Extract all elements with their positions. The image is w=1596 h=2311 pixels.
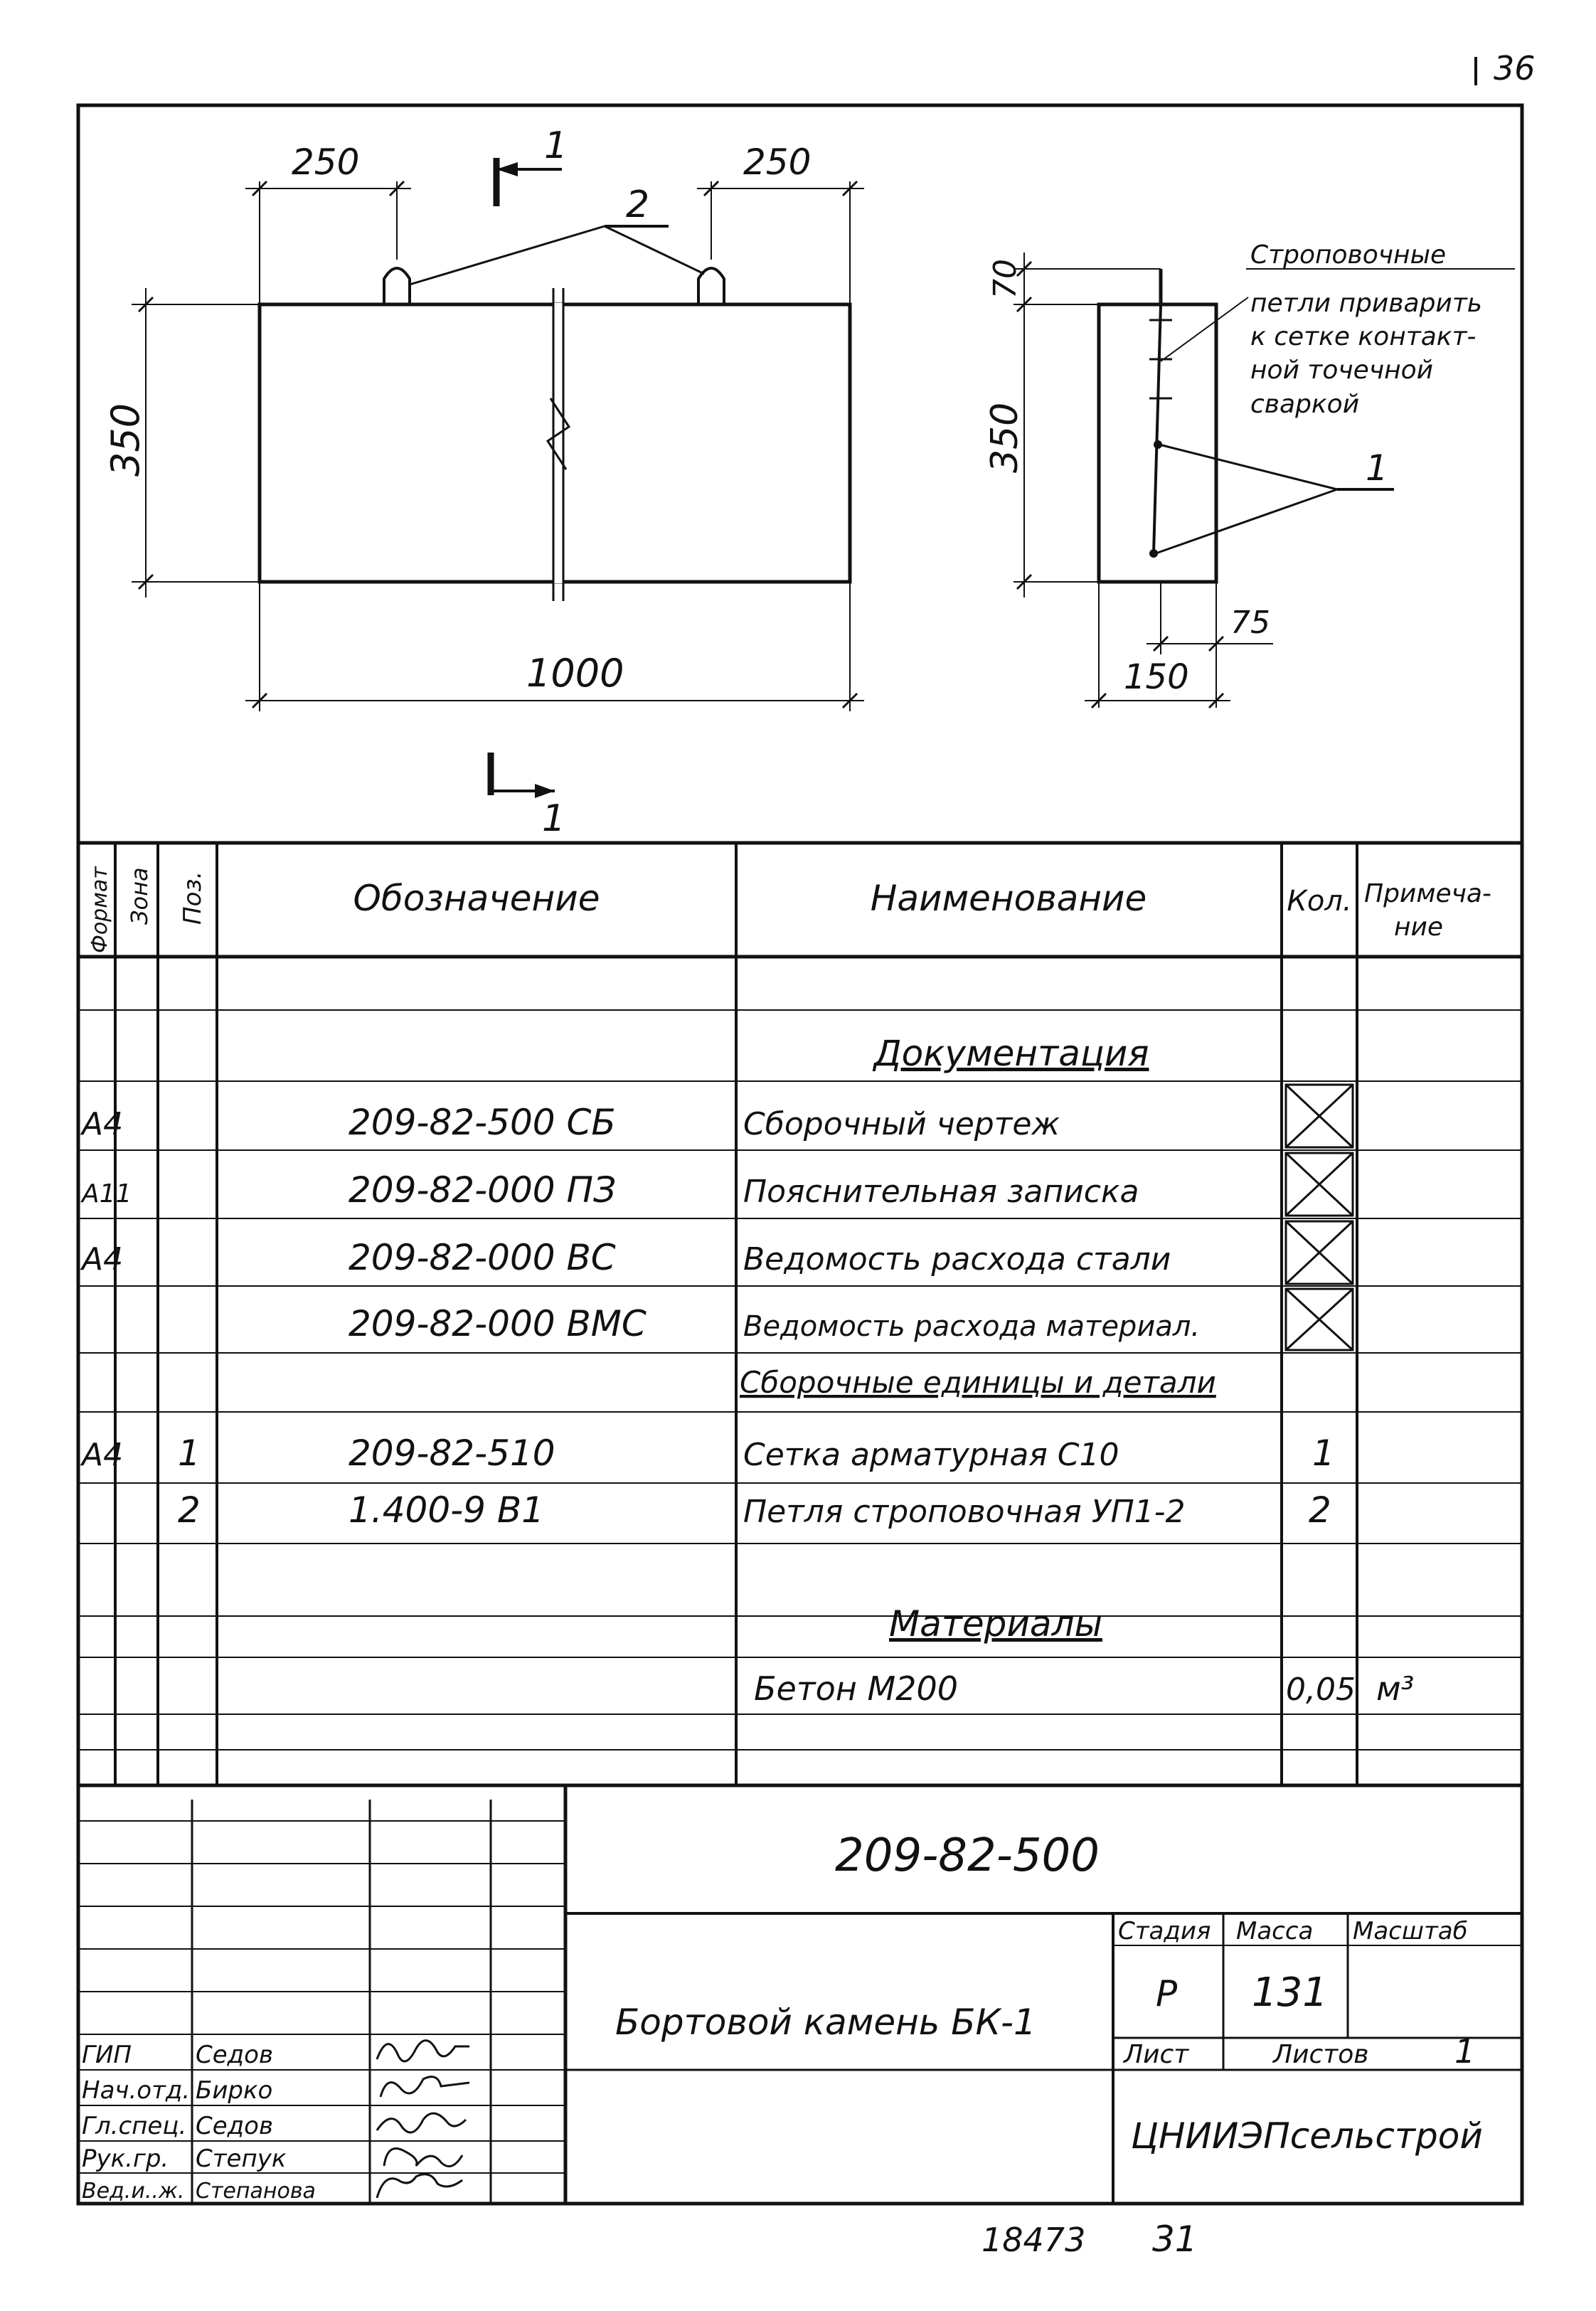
title-block: [78, 1785, 1522, 2204]
section-materials: Материалы: [889, 1603, 1102, 1645]
header-zone: Зона: [126, 867, 153, 925]
row-9-note: м³: [1376, 1669, 1415, 1708]
row-4-name: Ведомость расхода материал.: [743, 1310, 1201, 1343]
signer-2-name: Бирко: [196, 2076, 273, 2105]
dim-loop-height: 70: [987, 259, 1023, 299]
sheet-label: Лист: [1124, 2040, 1189, 2069]
mass-value: 131: [1252, 1970, 1328, 2016]
signer-3-name: Седов: [196, 2112, 274, 2140]
signature-4: [384, 2149, 462, 2167]
mass-label: Масса: [1236, 1917, 1314, 1945]
row-7-qty: 2: [1309, 1489, 1331, 1531]
signature-1: [377, 2041, 469, 2061]
row-7-pos: 2: [178, 1489, 201, 1531]
header-pos: Поз.: [179, 871, 207, 925]
header-note-line-2: ние: [1394, 913, 1444, 942]
spec-table: [78, 843, 1522, 1785]
organization: ЦНИИЭПсельстрой: [1131, 2115, 1483, 2157]
header-qty: Кол.: [1287, 885, 1352, 918]
signer-2-role: Нач.отд.: [82, 2076, 191, 2105]
note-line-5: сваркой: [1250, 390, 1360, 419]
section-mark-top-number: 1: [544, 124, 568, 167]
header-note: [1364, 879, 1499, 942]
signatures: [377, 2041, 469, 2198]
inventory-number: 18473: [981, 2221, 1086, 2259]
lifting-loop-left: [384, 268, 410, 304]
document-number: 209-82-500: [835, 1829, 1100, 1882]
signer-4-role: Рук.гр.: [82, 2145, 169, 2173]
row-9-name: Бетон М200: [754, 1669, 958, 1708]
section-assemblies: Сборочные единицы и детали: [740, 1365, 1216, 1400]
signature-3: [377, 2113, 466, 2132]
dim-section-half-width: 75: [1230, 605, 1270, 641]
note-line-1: Строповочные: [1250, 240, 1447, 270]
row-1-designation: 209-82-500 СБ: [349, 1102, 616, 1143]
section-documentation: Документация: [873, 1033, 1149, 1074]
signer-1-role: ГИП: [82, 2041, 132, 2069]
dim-right-offset: 250: [743, 142, 812, 183]
page-number: 31: [1152, 2219, 1198, 2260]
row-3-name: Ведомость расхода стали: [743, 1241, 1171, 1277]
plan-view: [103, 124, 864, 840]
signer-5-role: Вед.и..ж.: [82, 2179, 185, 2204]
section-view: [984, 240, 1515, 708]
sheet-frame: [78, 105, 1522, 2204]
signer-5-name: Степанова: [196, 2179, 316, 2204]
row-7-designation: 1.400-9 В1: [349, 1489, 544, 1531]
header-name: Наименование: [870, 878, 1147, 919]
loop-callout-number: 2: [626, 184, 650, 226]
header-note-line-1: Примеча-: [1364, 879, 1491, 908]
stage-value: Р: [1156, 1973, 1178, 2014]
row-2-format: А11: [82, 1179, 132, 1208]
signer-1-name: Седов: [196, 2041, 274, 2069]
sheets-label: Листов: [1273, 2040, 1369, 2069]
row-6-designation: 209-82-510: [349, 1433, 555, 1474]
row-1-name: Сборочный чертеж: [743, 1106, 1060, 1142]
dim-left-offset: 250: [292, 142, 360, 183]
header-format: Формат: [87, 866, 112, 953]
row-4-designation: 209-82-000 ВМС: [349, 1303, 647, 1344]
sheet-corner-number: 36: [1494, 49, 1536, 87]
header-designation: Обозначение: [353, 878, 600, 919]
row-2-name: Пояснительная записка: [743, 1174, 1139, 1210]
signature-2: [381, 2077, 469, 2097]
sheets-value: 1: [1454, 2032, 1476, 2071]
qty-crosses: [1286, 1085, 1353, 1350]
row-9-qty: 0,05: [1286, 1672, 1356, 1708]
section-callout-number: 1: [1366, 447, 1388, 489]
document-title: Бортовой камень БК-1: [615, 2002, 1036, 2043]
row-3-format: А4: [82, 1241, 124, 1277]
row-6-pos: 1: [178, 1433, 201, 1474]
signer-4-name: Степук: [196, 2145, 287, 2173]
dim-section-height: 350: [984, 402, 1026, 473]
note-line-2: петли приварить: [1250, 289, 1483, 318]
signer-3-role: Гл.спец.: [82, 2112, 187, 2140]
signature-5: [377, 2174, 462, 2198]
section-note: [1250, 240, 1490, 419]
dim-plan-height: 350: [103, 403, 148, 477]
row-3-designation: 209-82-000 ВС: [349, 1237, 616, 1278]
note-line-3: к сетке контакт-: [1250, 322, 1477, 351]
section-mark-bottom-number: 1: [542, 797, 566, 840]
row-2-designation: 209-82-000 ПЗ: [349, 1169, 617, 1211]
stage-label: Стадия: [1118, 1917, 1211, 1945]
note-line-4: ной точечной: [1250, 356, 1434, 385]
row-6-qty: 1: [1312, 1433, 1335, 1474]
dim-section-width: 150: [1124, 657, 1189, 697]
dim-plan-length: 1000: [526, 651, 624, 696]
row-1-format: А4: [82, 1106, 124, 1142]
row-7-name: Петля строповочная УП1-2: [743, 1494, 1186, 1530]
row-6-name: Сетка арматурная С10: [743, 1437, 1119, 1473]
scale-label: Масштаб: [1353, 1917, 1468, 1945]
row-6-format: А4: [82, 1437, 124, 1473]
